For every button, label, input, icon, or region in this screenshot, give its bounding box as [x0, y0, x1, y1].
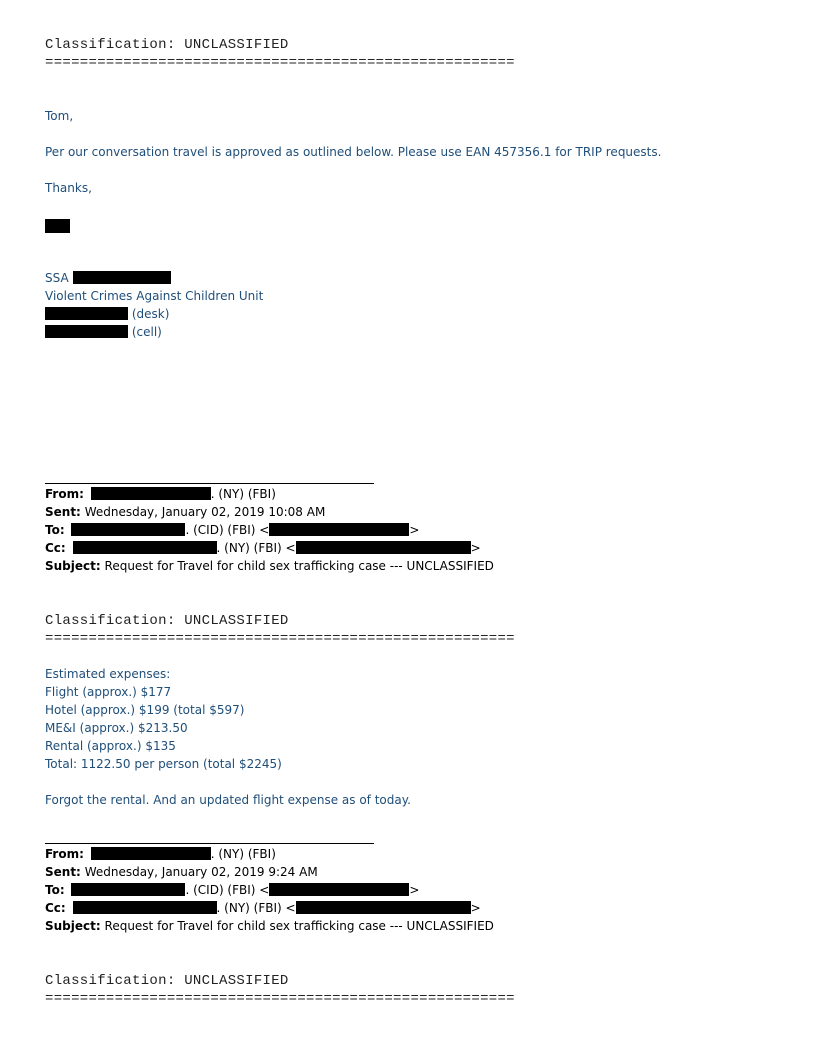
redacted-name	[73, 271, 171, 284]
redacted-recipient-email	[269, 883, 409, 896]
cell-label: (cell)	[131, 325, 162, 339]
cc-label: Cc:	[45, 541, 66, 555]
sent-label: Sent:	[45, 505, 81, 519]
expense-total: Total: 1122.50 per person (total $2245)	[45, 757, 282, 771]
classification-rule: ======================================================	[45, 55, 515, 71]
message-divider	[45, 483, 374, 484]
redacted-recipient	[71, 523, 185, 536]
from-label: From:	[45, 487, 84, 501]
redacted-cell-phone	[45, 325, 128, 338]
expense-item: Hotel (approx.) $199 (total $597)	[45, 703, 245, 717]
to-label: To:	[45, 523, 65, 537]
expense-item: Rental (approx.) $135	[45, 739, 176, 753]
header-2-to	[45, 883, 419, 897]
to-label: To:	[45, 883, 65, 897]
subject-value: Request for Travel for child sex trafficking case --- UNCLASSIFIED	[104, 919, 494, 933]
expenses-heading: Estimated expenses:	[45, 667, 171, 681]
signature-cell-line	[45, 325, 162, 339]
expense-item: Flight (approx.) $177	[45, 685, 172, 699]
subject-label: Subject:	[45, 919, 101, 933]
subject-label: Subject:	[45, 559, 101, 573]
message-divider	[45, 843, 374, 844]
from-suffix: . (NY) (FBI)	[210, 847, 276, 861]
sent-label: Sent:	[45, 865, 81, 879]
classification-rule: ======================================================	[45, 631, 515, 647]
redacted-recipient	[71, 883, 185, 896]
message-body: Per our conversation travel is approved as outlined below. Please use EAN 457356.1 for TRIP requests.	[45, 145, 662, 159]
closing: Thanks,	[45, 181, 92, 195]
redacted-cc-email	[296, 901, 471, 914]
header-1-cc	[45, 541, 481, 555]
header-1-subject	[45, 559, 494, 573]
redacted-sender	[91, 487, 211, 500]
greeting: Tom,	[45, 109, 74, 123]
sent-value: Wednesday, January 02, 2019 9:24 AM	[84, 865, 318, 879]
expense-item: ME&I (approx.) $213.50	[45, 721, 188, 735]
header-2-sent	[45, 865, 318, 879]
signature-title: SSA	[45, 271, 69, 285]
to-mid: . (CID) (FBI) <	[185, 883, 270, 897]
signature-unit: Violent Crimes Against Children Unit	[45, 289, 264, 303]
from-suffix: . (NY) (FBI)	[210, 487, 276, 501]
cc-label: Cc:	[45, 901, 66, 915]
header-1-sent	[45, 505, 325, 519]
classification-label: Classification: UNCLASSIFIED	[45, 37, 289, 53]
header-1-to	[45, 523, 419, 537]
signature-desk-line	[45, 307, 169, 321]
header-2-cc	[45, 901, 481, 915]
redacted-sender	[91, 847, 211, 860]
to-end: >	[409, 523, 420, 537]
cc-mid: . (NY) (FBI) <	[216, 541, 296, 555]
sent-value: Wednesday, January 02, 2019 10:08 AM	[84, 505, 326, 519]
header-2-subject	[45, 919, 494, 933]
classification-rule: ======================================================	[45, 991, 515, 1007]
cc-end: >	[470, 541, 481, 555]
cc-mid: . (NY) (FBI) <	[216, 901, 296, 915]
expenses-note: Forgot the rental. And an updated flight expense as of today.	[45, 793, 411, 807]
redacted-initials	[45, 219, 70, 233]
to-end: >	[409, 883, 420, 897]
subject-value: Request for Travel for child sex trafficking case --- UNCLASSIFIED	[104, 559, 494, 573]
desk-label: (desk)	[131, 307, 170, 321]
to-mid: . (CID) (FBI) <	[185, 523, 270, 537]
classification-label: Classification: UNCLASSIFIED	[45, 973, 289, 989]
redacted-recipient-email	[269, 523, 409, 536]
header-2-from	[45, 847, 276, 861]
signature-title-line	[45, 271, 171, 285]
header-1-from	[45, 487, 276, 501]
redacted-desk-phone	[45, 307, 128, 320]
redacted-cc	[73, 901, 217, 914]
redacted-cc-email	[296, 541, 471, 554]
cc-end: >	[470, 901, 481, 915]
redacted-cc	[73, 541, 217, 554]
classification-label: Classification: UNCLASSIFIED	[45, 613, 289, 629]
from-label: From:	[45, 847, 84, 861]
